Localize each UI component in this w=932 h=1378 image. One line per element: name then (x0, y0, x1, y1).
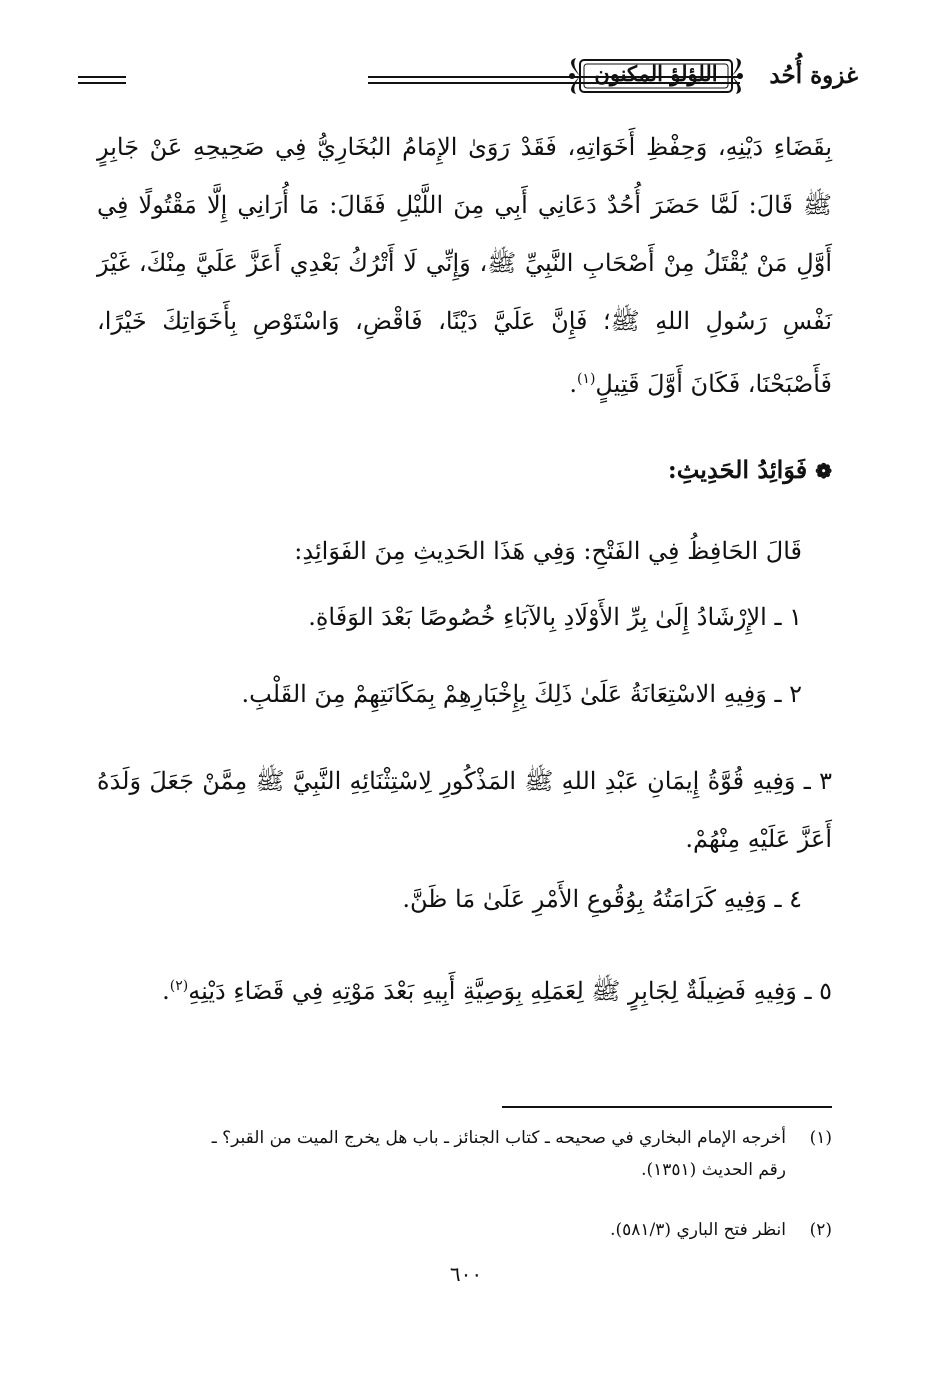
footnote-2-text: انظر فتح الباري (٥٨١/٣). (610, 1220, 786, 1240)
book-title-frame (566, 54, 746, 98)
section-heading: ❁فَوَائِدُ الحَدِيثِ: (667, 455, 832, 484)
benefit-item-4: ٤ ـ وَفِيهِ كَرَامَتُهُ بِوُقُوعِ الأَمْرِ عَلَىٰ مَا ظَنَّ. (402, 885, 802, 913)
benefit-item-1: ١ ـ الإِرْشَادُ إِلَىٰ بِرِّ الأَوْلَادِ بِالآبَاءِ خُصُوصًا بَعْدَ الوَفَاةِ. (308, 603, 802, 631)
footnote-divider (502, 1106, 832, 1108)
footnote-1-text: أخرجه الإمام البخاري في صحيحه ـ كتاب الجنائز ـ باب هل يخرج الميت من القبر؟ ـ (211, 1128, 786, 1148)
footnote-1 (92, 1122, 832, 1186)
paragraph-hadith: بِقَضَاءِ دَيْنِهِ، وَحِفْظِ أَخَوَاتِهِ، فَقَدْ رَوَىٰ الإِمَامُ البُخَارِيُّ فِي صَحِيحِهِ عَنْ جَابِرٍ ﷺ قَالَ: لَمَّا حَضَرَ أُحُدٌ دَعَانِي أَبِي مِنَ اللَّيْلِ فَقَالَ: مَا أُرَانِي إِلَّا مَقْتُولًا فِي أَوَّلِ مَنْ يُقْتَلُ مِنْ أَصْحَابِ النَّبِيِّ ﷺ، وَإِنِّي لَا أَتْرُكُ بَعْدِي أَعَزَّ عَلَيَّ مِنْكَ، غَيْرَ نَفْسِ رَسُولِ اللهِ ﷺ؛ فَإِنَّ عَلَيَّ دَيْنًا، فَاقْضِ، وَاسْتَوْصِ بِأَخَوَاتِكَ خَيْرًا، فَأَصْبَحْنَا، فَكَانَ أَوَّلَ قَتِيلٍ$^{(١)}$. (97, 133, 833, 398)
footnote-1-number: (١) (809, 1128, 832, 1148)
chapter-title: غزوة أُحُد (769, 62, 858, 89)
footnote-2 (92, 1214, 832, 1246)
footnote-ref-1[interactable]: (١) (576, 371, 596, 387)
header-rule-left (78, 76, 126, 84)
book-title: اللؤلؤ المكنون (594, 61, 718, 86)
benefits-intro: قَالَ الحَافِظُ فِي الفَتْحِ: وَفِي هَذَا الحَدِيثِ مِنَ الفَوَائِدِ: (294, 537, 802, 565)
page-header (78, 50, 858, 104)
benefit-item-3: ٣ ـ وَفِيهِ قُوَّةُ إِيمَانِ عَبْدِ اللهِ ﷺ المَذْكُورِ لِاسْتِثْنَائِهِ النَّبِيَّ ﷺ مِمَّنْ جَعَلَ وَلَدَهُ أَعَزَّ عَلَيْهِ مِنْهُمْ. (97, 767, 832, 853)
footnote-2-number: (٢) (809, 1220, 832, 1240)
page-number: ٦٠٠ (449, 1262, 483, 1286)
flower-bullet-icon: ❁ (815, 459, 832, 483)
footnote-ref-2[interactable]: (٢) (169, 978, 189, 994)
footnote-1-continuation: رقم الحديث (١٣٥١). (641, 1160, 786, 1180)
benefit-item-5: ٥ ـ وَفِيهِ فَضِيلَةٌ لِجَابِرٍ ﷺ لِعَمَلِهِ بِوَصِيَّةِ أَبِيهِ بَعْدَ مَوْتِهِ فِي قَضَاءِ دَيْنِهِ$^{(٢)}$. (162, 977, 832, 1005)
benefit-item-2: ٢ ـ وَفِيهِ الاسْتِعَانَةُ عَلَىٰ ذَلِكَ بِإِخْبَارِهِمْ بِمَكَانَتِهِمْ مِنَ القَلْبِ. (241, 680, 802, 708)
